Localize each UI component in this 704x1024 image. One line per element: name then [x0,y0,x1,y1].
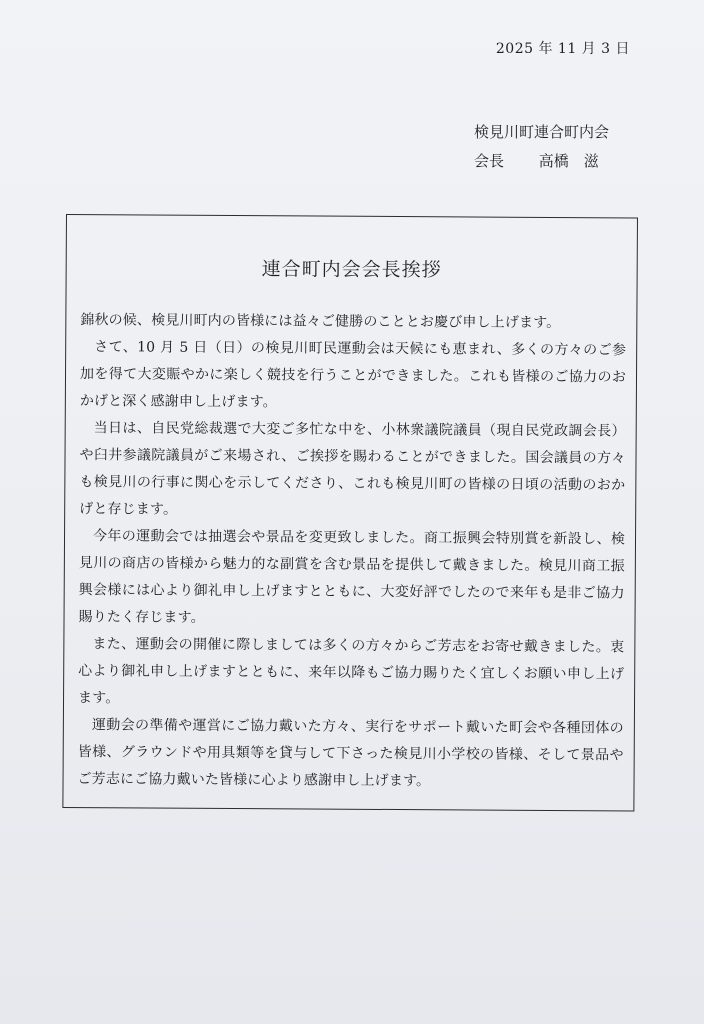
paragraph-greeting: 錦秋の候、検見川町内の皆様には益々ご健勝のこととお慶び申し上げます。 [80,312,561,332]
paragraph-guests: 当日は、自民党総裁選で大変ご多忙な中を、小林衆議院議員（現自民党政調会長）や臼井参議院議員がご来場され、ご挨拶を賜わることができました。国会議員の方々も検見川の行事に関心を示してくださり、これも検見川町の皆様の日頃の活動のおかげと存じます。 [79,420,626,518]
paragraph-sports-day: さて、10 月 5 日（日）の検見川町民運動会は天候にも恵まれ、多くの方々のご参加を得て大変賑やかに楽しく競技を行うことができました。これも皆様のご協力のおかげと深く感謝申し上げます。 [79,339,627,411]
paragraph-thanks: 運動会の準備や運営にご協力戴いた方々、実行をサポート戴いた町会や各種団体の皆様、グラウンドや用具類等を貸与して下さった検見川小学校の皆様、そして景品やご芳志にご協力戴いた皆様に心より感謝申し上げます。 [77,717,624,790]
document-date: 2025 年 11 月 3 日 [495,41,630,57]
paragraph-prizes: 今年の運動会では抽選会や景品を変更致しました。商工振興会特別賞を新設し、検見川の商店の皆様から魅力的な副賞を含む景品を提供して戴きました。検見川商工振興会様には心より御礼申し上げますとともに、大変好評でしたので来年も是非ご協力賜りたく存じます。 [78,528,626,626]
sender-signature [474,147,609,176]
sender-role: 会長 [474,152,505,170]
letter-body [77,307,626,796]
sender-block [474,118,609,176]
paragraph-donations: また、運動会の開催に際しましては多くの方々からご芳志をお寄せ戴きました。衷心より御礼申し上げますとともに、来年以降もご協力賜りたく宜しくお願い申し上げます。 [77,636,625,707]
letter-title: 連合町内会会長挨拶 [261,258,442,282]
sender-name: 高橋 滋 [538,152,599,170]
letter-frame [62,214,638,811]
sender-organization: 検見川町連合町内会 [474,123,610,141]
